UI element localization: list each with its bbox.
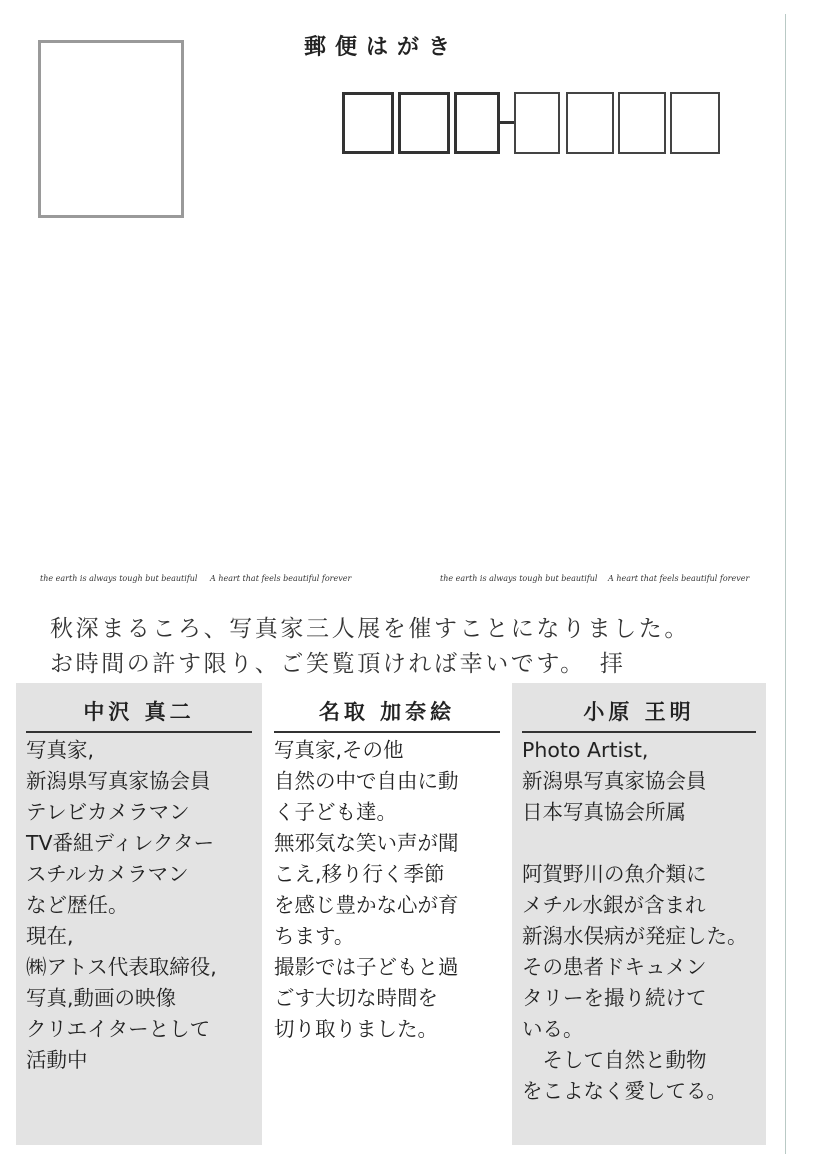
decorative-script-text: the earth is always tough but beautiful [440, 574, 598, 583]
postal-code-box-6 [618, 92, 666, 154]
postal-code-box-5 [566, 92, 614, 154]
postal-code-dash [500, 121, 514, 124]
decorative-script-text: A heart that feels beautiful forever [608, 574, 750, 583]
photographer-column-obara [512, 683, 766, 1145]
card-edge-line [785, 14, 786, 1154]
postal-code-box-2 [398, 92, 450, 154]
greeting-line-2: お時間の許す限り、ご笑覧頂ければ幸いです。 拝 [50, 651, 626, 677]
photographer-column-natori [264, 683, 510, 1083]
photographer-bio: Photo Artist, 新潟県写真家協会員 日本写真協会所属 阿賀野川の魚介類に メチル水銀が含まれ 新潟水俣病が発症した。 その患者ドキュメン タリーを撮り続けて いる。 そして自然と動物 をこよなく愛してる。 [522, 738, 748, 1103]
photographer-name: 小原 王明 [522, 696, 756, 733]
photographer-name: 中沢 真二 [26, 696, 252, 733]
greeting-line-1: 秋深まるころ、写真家三人展を催すことになりました。 [50, 616, 690, 642]
photographer-bio: 写真家, 新潟県写真家協会員 テレビカメラマン TV番組ディレクター スチルカメラマン など歴任。 現在, ㈱アトス代表取締役, 写真,動画の映像 クリエイターとして 活動中 [26, 738, 217, 1072]
photographer-bio: 写真家,その他 自然の中で自由に動 く子ども達。 無邪気な笑い声が聞 こえ,移り行く季節 を感じ豊かな心が育 ちます。 撮影では子どもと過 ごす大切な時間を 切り取りました。 [274, 738, 459, 1041]
photographer-name: 名取 加奈絵 [274, 696, 500, 733]
postal-code-box-4 [514, 92, 560, 154]
stamp-box [38, 40, 184, 218]
postal-code-box-3 [454, 92, 500, 154]
postcard-title: 郵便はがき [304, 35, 460, 60]
decorative-script-text: the earth is always tough but beautiful [40, 574, 198, 583]
postal-code-box-1 [342, 92, 394, 154]
photographer-column-nakazawa [16, 683, 262, 1145]
postal-code-box-7 [670, 92, 720, 154]
decorative-script-text: A heart that feels beautiful forever [210, 574, 352, 583]
